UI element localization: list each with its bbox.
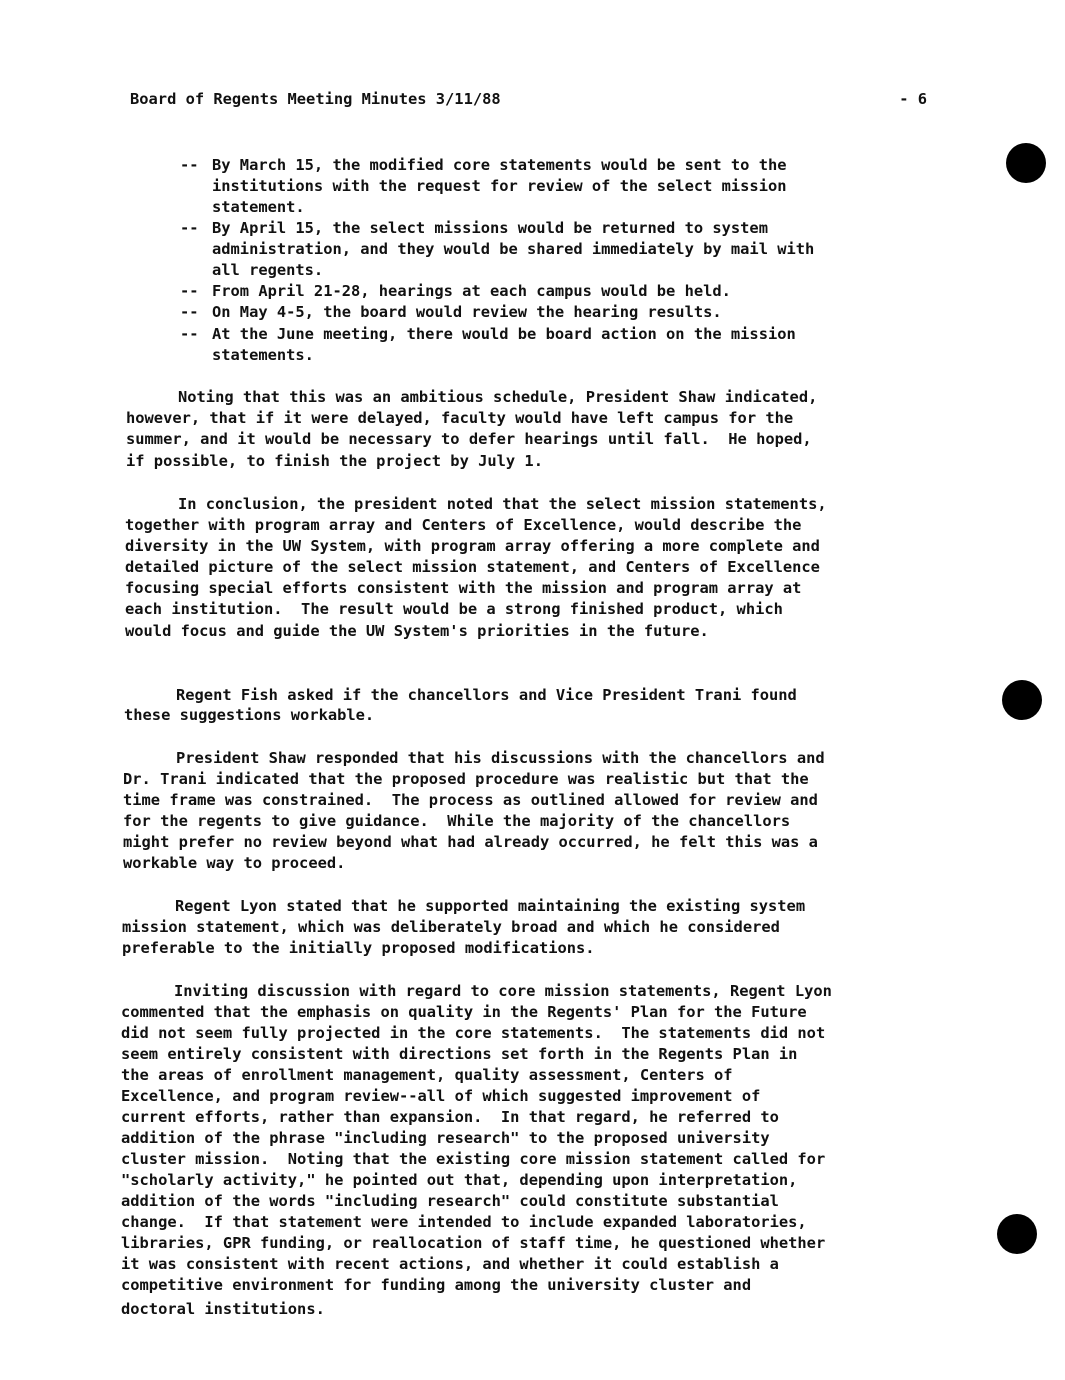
paragraph-line: diversity in the UW System, with program array offering a more complete and [125, 537, 820, 555]
paragraph-line: President Shaw responded that his discussions with the chancellors and [176, 749, 825, 767]
bullet-line: statements. [212, 346, 314, 364]
bullet-marker: -- [180, 156, 199, 174]
paragraph-line: workable way to proceed. [123, 854, 346, 872]
paragraph-line: did not seem fully projected in the core statements. The statements did not [121, 1024, 826, 1042]
page-number: - 6 [899, 90, 927, 108]
paragraph-line: Inviting discussion with regard to core mission statements, Regent Lyon [174, 982, 832, 1000]
paragraph-line: Regent Fish asked if the chancellors and Vice President Trani found [176, 686, 797, 704]
paragraph-line: if possible, to finish the project by July 1. [126, 452, 543, 470]
paragraph-line: competitive environment for funding among the university cluster and [121, 1276, 752, 1294]
paragraph-line: each institution. The result would be a strong finished product, which [125, 600, 783, 618]
bullet-marker: -- [180, 219, 199, 237]
paragraph-line: addition of the phrase "including research" to the proposed university [121, 1129, 770, 1147]
bullet-line: institutions with the request for review of the select mission [212, 177, 787, 195]
bullet-line: On May 4-5, the board would review the hearing results. [212, 303, 722, 321]
paragraph-line: seem entirely consistent with directions set forth in the Regents Plan in [121, 1045, 798, 1063]
paragraph-line: mission statement, which was deliberately broad and which he considered [122, 918, 780, 936]
paragraph-line: the areas of enrollment management, quality assessment, Centers of [121, 1066, 733, 1084]
paragraph-line: preferable to the initially proposed modifications. [122, 939, 595, 957]
paragraph-line: current efforts, rather than expansion. In that regard, he referred to [121, 1108, 779, 1126]
paragraph-line: however, that if it were delayed, faculty would have left campus for the [126, 409, 794, 427]
bullet-line: all regents. [212, 261, 324, 279]
paragraph-line: Dr. Trani indicated that the proposed procedure was realistic but that the [123, 770, 809, 788]
punch-hole [1002, 680, 1042, 720]
bullet-line: By April 15, the select missions would be returned to system [212, 219, 768, 237]
paragraph-line: commented that the emphasis on quality in the Regents' Plan for the Future [121, 1003, 807, 1021]
paragraph-line: addition of the words "including research" could constitute substantial [121, 1192, 779, 1210]
paragraph-line: change. If that statement were intended to include expanded laboratories, [121, 1213, 807, 1231]
paragraph-line: summer, and it would be necessary to defer hearings until fall. He hoped, [126, 430, 812, 448]
paragraph-line: Noting that this was an ambitious schedule, President Shaw indicated, [178, 388, 818, 406]
paragraph-line: together with program array and Centers of Excellence, would describe the [125, 516, 802, 534]
bullet-marker: -- [180, 325, 199, 343]
bullet-line: administration, and they would be shared immediately by mail with [212, 240, 815, 258]
paragraph-line: might prefer no review beyond what had already occurred, he felt this was a [123, 833, 818, 851]
paragraph-line: it was consistent with recent actions, and whether it could establish a [121, 1255, 779, 1273]
page-header [130, 90, 927, 112]
paragraph-line: In conclusion, the president noted that the select mission statements, [178, 495, 827, 513]
paragraph-line: would focus and guide the UW System's priorities in the future. [125, 622, 709, 640]
paragraph-line: these suggestions workable. [124, 706, 375, 724]
bullet-line: At the June meeting, there would be board action on the mission [212, 325, 796, 343]
paragraph-line: time frame was constrained. The process as outlined allowed for review and [123, 791, 818, 809]
document-title: Board of Regents Meeting Minutes 3/11/88 [130, 90, 501, 108]
punch-hole [997, 1214, 1037, 1254]
paragraph-line: libraries, GPR funding, or reallocation of staff time, he questioned whether [121, 1234, 826, 1252]
paragraph-line: focusing special efforts consistent with the mission and program array at [125, 579, 802, 597]
paragraph-line: doctoral institutions. [121, 1300, 325, 1318]
paragraph-line: Excellence, and program review--all of which suggested improvement of [121, 1087, 761, 1105]
bullet-marker: -- [180, 282, 199, 300]
paragraph-line: detailed picture of the select mission statement, and Centers of Excellence [125, 558, 820, 576]
paragraph-line: "scholarly activity," he pointed out that, depending upon interpretation, [121, 1171, 798, 1189]
bullet-line: From April 21-28, hearings at each campus would be held. [212, 282, 731, 300]
paragraph-line: cluster mission. Noting that the existing core mission statement called for [121, 1150, 826, 1168]
punch-hole [1006, 143, 1046, 183]
bullet-line: By March 15, the modified core statements would be sent to the [212, 156, 787, 174]
bullet-marker: -- [180, 303, 199, 321]
bullet-line: statement. [212, 198, 305, 216]
paragraph-line: Regent Lyon stated that he supported maintaining the existing system [175, 897, 806, 915]
paragraph-line: for the regents to give guidance. While the majority of the chancellors [123, 812, 791, 830]
